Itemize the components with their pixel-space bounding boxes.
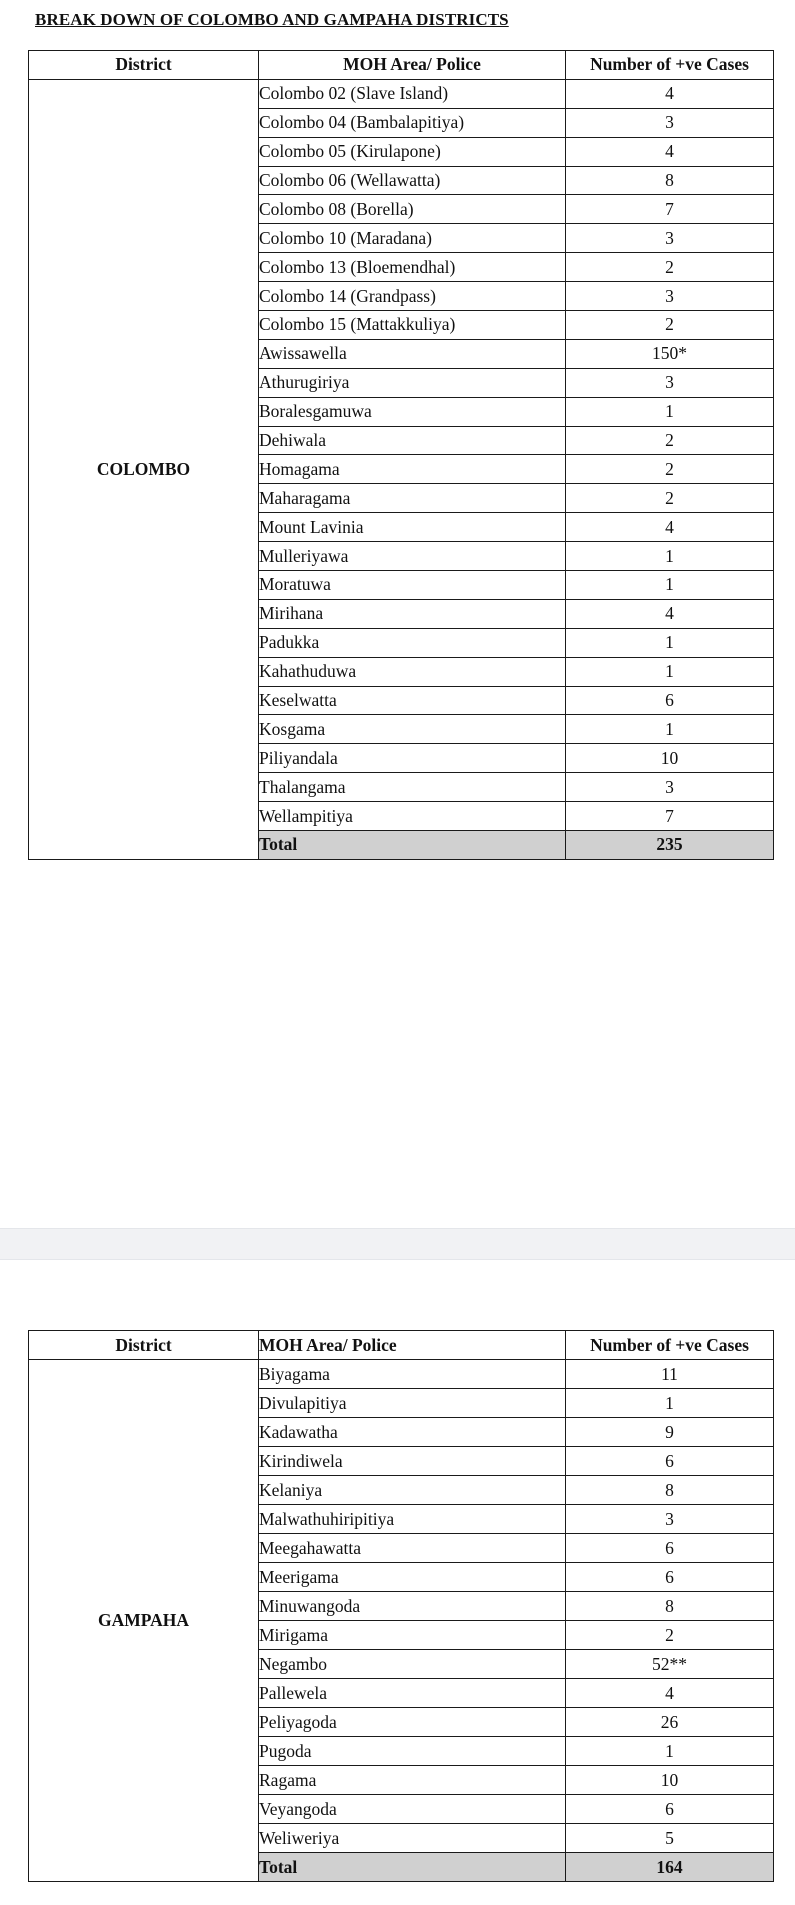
area-column-header: MOH Area/ Police — [259, 51, 566, 80]
district-column-header: District — [29, 51, 259, 80]
colombo-table-body — [29, 79, 774, 859]
case-count-cell: 2 — [566, 426, 774, 455]
moh-area-cell: Colombo 02 (Slave Island) — [259, 79, 566, 108]
moh-area-cell: Kadawatha — [259, 1418, 566, 1447]
moh-area-cell: Colombo 05 (Kirulapone) — [259, 137, 566, 166]
moh-area-cell: Mirigama — [259, 1621, 566, 1650]
case-count-cell: 4 — [566, 79, 774, 108]
moh-area-cell: Divulapitiya — [259, 1389, 566, 1418]
moh-area-cell: Mount Lavinia — [259, 513, 566, 542]
case-count-cell: 3 — [566, 108, 774, 137]
district-column-header: District — [29, 1331, 259, 1360]
case-count-cell: 1 — [566, 715, 774, 744]
moh-area-cell: Kahathuduwa — [259, 657, 566, 686]
moh-area-cell: Padukka — [259, 628, 566, 657]
table-header-row — [29, 51, 774, 80]
case-count-cell: 4 — [566, 599, 774, 628]
colombo-cases-table — [28, 50, 774, 860]
district-name-cell: COLOMBO — [29, 79, 259, 859]
moh-area-cell: Colombo 04 (Bambalapitiya) — [259, 108, 566, 137]
count-column-header: Number of +ve Cases — [566, 51, 774, 80]
case-count-cell: 4 — [566, 1679, 774, 1708]
case-count-cell: 1 — [566, 628, 774, 657]
case-count-cell: 2 — [566, 484, 774, 513]
moh-area-cell: Dehiwala — [259, 426, 566, 455]
area-column-header: MOH Area/ Police — [259, 1331, 566, 1360]
case-count-cell: 2 — [566, 455, 774, 484]
case-count-cell: 3 — [566, 773, 774, 802]
total-label: Total — [259, 831, 566, 860]
moh-area-cell: Colombo 06 (Wellawatta) — [259, 166, 566, 195]
moh-area-cell: Mirihana — [259, 599, 566, 628]
case-count-cell: 2 — [566, 311, 774, 340]
case-count-cell: 6 — [566, 1563, 774, 1592]
case-count-cell: 1 — [566, 397, 774, 426]
case-count-cell: 11 — [566, 1360, 774, 1389]
case-count-cell: 4 — [566, 513, 774, 542]
case-count-cell: 10 — [566, 1766, 774, 1795]
count-column-header: Number of +ve Cases — [566, 1331, 774, 1360]
moh-area-cell: Boralesgamuwa — [259, 397, 566, 426]
moh-area-cell: Colombo 10 (Maradana) — [259, 224, 566, 253]
case-count-cell: 8 — [566, 1592, 774, 1621]
case-count-cell: 1 — [566, 542, 774, 571]
table-row — [29, 79, 774, 108]
page-title: BREAK DOWN OF COLOMBO AND GAMPAHA DISTRICTS — [35, 10, 509, 29]
moh-area-cell: Pugoda — [259, 1737, 566, 1766]
moh-area-cell: Meegahawatta — [259, 1534, 566, 1563]
moh-area-cell: Wellampitiya — [259, 802, 566, 831]
moh-area-cell: Colombo 08 (Borella) — [259, 195, 566, 224]
case-count-cell: 6 — [566, 1795, 774, 1824]
moh-area-cell: Biyagama — [259, 1360, 566, 1389]
gampaha-cases-table — [28, 1330, 774, 1882]
moh-area-cell: Maharagama — [259, 484, 566, 513]
case-count-cell: 1 — [566, 657, 774, 686]
moh-area-cell: Veyangoda — [259, 1795, 566, 1824]
case-count-cell: 6 — [566, 686, 774, 715]
moh-area-cell: Colombo 13 (Bloemendhal) — [259, 253, 566, 282]
case-count-cell: 3 — [566, 282, 774, 311]
case-count-cell: 2 — [566, 1621, 774, 1650]
case-count-cell: 10 — [566, 744, 774, 773]
page-separator — [0, 1228, 795, 1260]
case-count-cell: 150* — [566, 339, 774, 368]
case-count-cell: 8 — [566, 166, 774, 195]
table-row — [29, 1360, 774, 1389]
moh-area-cell: Athurugiriya — [259, 368, 566, 397]
moh-area-cell: Thalangama — [259, 773, 566, 802]
moh-area-cell: Colombo 15 (Mattakkuliya) — [259, 311, 566, 340]
case-count-cell: 1 — [566, 1737, 774, 1766]
case-count-cell: 26 — [566, 1708, 774, 1737]
total-count: 164 — [566, 1853, 774, 1882]
moh-area-cell: Homagama — [259, 455, 566, 484]
case-count-cell: 7 — [566, 802, 774, 831]
moh-area-cell: Malwathuhiripitiya — [259, 1505, 566, 1534]
case-count-cell: 3 — [566, 224, 774, 253]
moh-area-cell: Keselwatta — [259, 686, 566, 715]
case-count-cell: 6 — [566, 1534, 774, 1563]
moh-area-cell: Meerigama — [259, 1563, 566, 1592]
moh-area-cell: Moratuwa — [259, 571, 566, 600]
total-count: 235 — [566, 831, 774, 860]
moh-area-cell: Kirindiwela — [259, 1447, 566, 1476]
moh-area-cell: Awissawella — [259, 339, 566, 368]
district-name-cell: GAMPAHA — [29, 1360, 259, 1882]
moh-area-cell: Pallewela — [259, 1679, 566, 1708]
case-count-cell: 3 — [566, 368, 774, 397]
case-count-cell: 9 — [566, 1418, 774, 1447]
case-count-cell: 5 — [566, 1824, 774, 1853]
case-count-cell: 1 — [566, 571, 774, 600]
moh-area-cell: Colombo 14 (Grandpass) — [259, 282, 566, 311]
moh-area-cell: Kelaniya — [259, 1476, 566, 1505]
case-count-cell: 6 — [566, 1447, 774, 1476]
moh-area-cell: Negambo — [259, 1650, 566, 1679]
case-count-cell: 8 — [566, 1476, 774, 1505]
moh-area-cell: Kosgama — [259, 715, 566, 744]
moh-area-cell: Piliyandala — [259, 744, 566, 773]
moh-area-cell: Ragama — [259, 1766, 566, 1795]
case-count-cell: 7 — [566, 195, 774, 224]
moh-area-cell: Mulleriyawa — [259, 542, 566, 571]
moh-area-cell: Peliyagoda — [259, 1708, 566, 1737]
case-count-cell: 1 — [566, 1389, 774, 1418]
moh-area-cell: Minuwangoda — [259, 1592, 566, 1621]
table-header-row — [29, 1331, 774, 1360]
case-count-cell: 52** — [566, 1650, 774, 1679]
gampaha-table-body — [29, 1360, 774, 1882]
case-count-cell: 4 — [566, 137, 774, 166]
moh-area-cell: Weliweriya — [259, 1824, 566, 1853]
total-label: Total — [259, 1853, 566, 1882]
case-count-cell: 3 — [566, 1505, 774, 1534]
case-count-cell: 2 — [566, 253, 774, 282]
